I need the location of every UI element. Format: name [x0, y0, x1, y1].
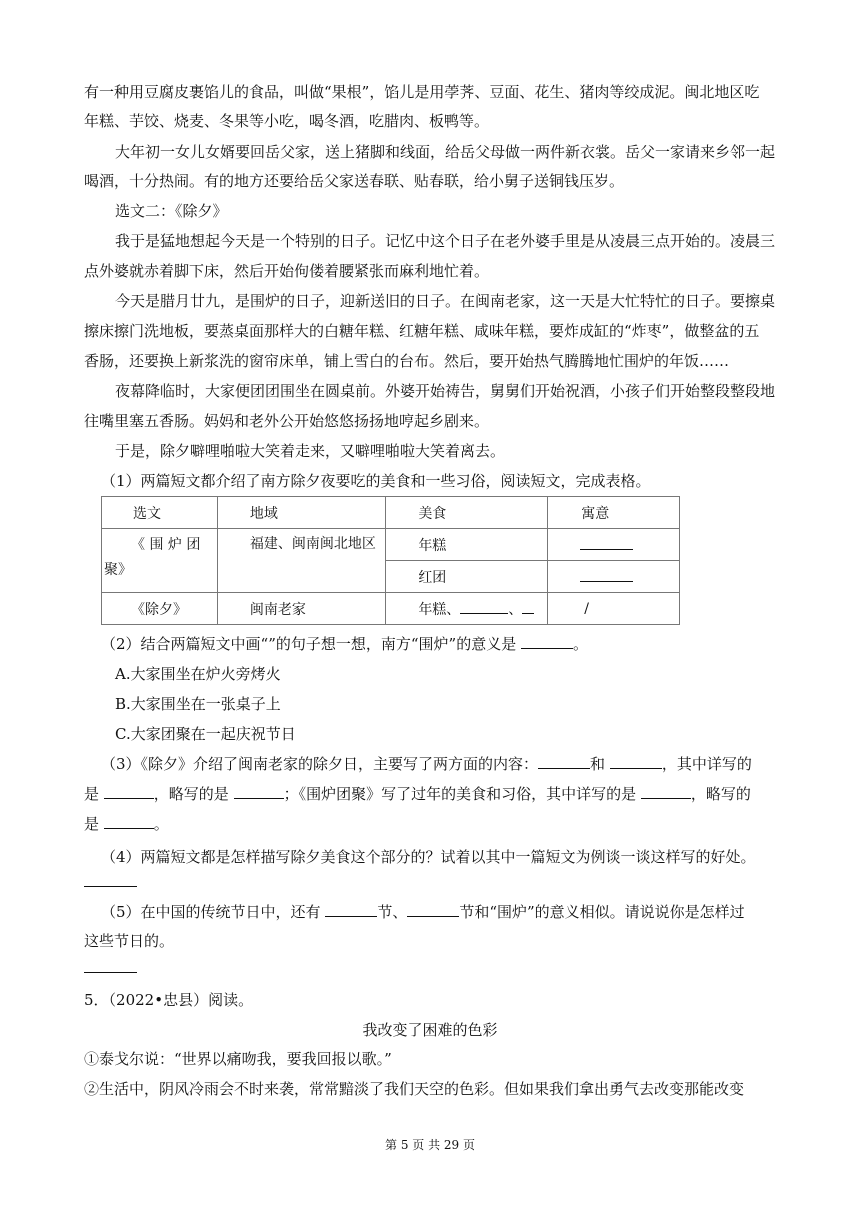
table-cell: /: [584, 600, 589, 617]
table-header-row: [102, 497, 680, 529]
question-text: 。: [153, 815, 169, 833]
paragraph: 喝酒，十分热闹。有的地方还要给岳父家送春联、贴春联，给小舅子送铜钱压岁。: [84, 172, 625, 190]
paragraph: 点外婆就赤着脚下床，然后开始佝偻着腰紧张而麻利地忙着。: [84, 262, 490, 280]
question-3-cont: [84, 784, 751, 804]
question-text: 和: [590, 755, 610, 773]
table-cell: 闽南老家: [249, 601, 306, 618]
option-a[interactable]: A.大家围坐在炉火旁烤火: [115, 665, 281, 683]
table-row: [102, 593, 680, 625]
table-cell: 年糕、: [418, 601, 461, 618]
table-cell: 《 围 炉 团: [131, 537, 201, 553]
answer-blank[interactable]: [538, 754, 590, 769]
answer-blank[interactable]: [641, 784, 691, 799]
question-text: 节、: [377, 903, 408, 921]
question-4: （4）两篇短文都是怎样描写除夕美食这个部分的？试着以其中一篇短文为例谈一谈这样写的好处。: [101, 848, 756, 866]
table-cell: 福建、闽南闽北地区: [249, 536, 376, 552]
question-3-end: [84, 814, 169, 834]
question-text: （3）《除夕》介绍了闽南老家的除夕日，主要写了两方面的内容：: [101, 755, 539, 773]
question-text: ，其中详写的: [661, 755, 752, 773]
paragraph: 有一种用豆腐皮裹馅儿的食品，叫做“果根”，馅儿是用荸荠、豆面、花生、猪肉等绞成泥。闽北地区吃: [84, 83, 760, 101]
question-text: ，略写的: [690, 785, 751, 803]
separator: 、: [508, 601, 523, 618]
option-c[interactable]: C.大家团聚在一起庆祝节日: [115, 725, 296, 743]
question-text: （5）在中国的传统节日中，还有: [101, 903, 326, 921]
answer-blank[interactable]: [580, 535, 633, 550]
answer-blank[interactable]: [234, 784, 284, 799]
question-header: 5．（2022•忠县）阅读。: [84, 991, 254, 1009]
paragraph: 香肠，还要换上新浆洗的窗帘床单，铺上雪白的台布。然后，要开始热气腾腾地忙围炉的年饭……: [84, 352, 730, 370]
answer-line[interactable]: [84, 958, 137, 978]
question-3: [101, 754, 752, 774]
page-footer: 第 5 页 共 29 页: [385, 1138, 475, 1152]
table-cell: 红团: [418, 569, 447, 586]
paragraph: ①泰戈尔说：“世界以痛吻我，要我回报以歌。”: [84, 1050, 392, 1068]
answer-blank[interactable]: [460, 599, 508, 614]
paragraph: ②生活中，阴风冷雨会不时来袭，常常黯淡了我们天空的色彩。但如果我们拿出勇气去改变那能改变: [84, 1080, 745, 1098]
question-text: ；《围炉团聚》写了过年的美食和习俗，其中详写的是: [283, 785, 641, 803]
question-text: ，略写的是: [153, 785, 234, 803]
option-b[interactable]: B.大家围坐在一张桌子上: [115, 695, 281, 713]
answer-blank[interactable]: [521, 634, 573, 649]
header-cell: 寓意: [581, 505, 610, 522]
question-text: 节和“围炉”的意义相似。请说说你是怎样过: [459, 903, 745, 921]
answer-blank[interactable]: [580, 567, 633, 582]
header-cell: 选文: [133, 505, 161, 522]
paragraph: 于是，除夕噼哩啪啦大笑着走来，又噼哩啪啦大笑着离去。: [115, 442, 506, 460]
question-5: [101, 902, 745, 922]
header-cell: 地域: [249, 505, 278, 522]
paragraph: 我于是猛地想起今天是一个特别的日子。记忆中这个日子在老外婆手里是从凌晨三点开始的。凌晨三: [115, 232, 776, 250]
paragraph: 夜幕降临时，大家便团团围坐在圆桌前。外婆开始祷告，舅舅们开始祝酒，小孩子们开始整段整段地: [115, 382, 776, 400]
answer-line[interactable]: [84, 872, 137, 892]
answer-blank[interactable]: [610, 754, 662, 769]
question-text: 是: [84, 815, 104, 833]
paragraph: 擦床擦门洗地板，要蒸桌面那样大的白糖年糕、红糖年糕、咸味年糕，要炸成缸的“炸枣”，做整盆的五: [84, 322, 760, 340]
answer-blank[interactable]: [325, 902, 377, 917]
paragraph: 今天是腊月廿九，是围炉的日子，迎新送旧的日子。在闽南老家，这一天是大忙特忙的日子。要擦桌: [115, 292, 776, 310]
question-2: [101, 634, 588, 654]
section-heading: 选文二：《除夕》: [115, 202, 228, 220]
question-1: （1）两篇短文都介绍了南方除夕夜要吃的美食和一些习俗，阅读短文，完成表格。: [101, 472, 651, 490]
food-table: [101, 496, 680, 625]
paragraph: 往嘴里塞五香肠。妈妈和老外公开始悠悠扬扬地哼起乡剧来。: [84, 412, 490, 430]
article-title: 我改变了困难的色彩: [362, 1021, 498, 1039]
answer-blank[interactable]: [522, 599, 534, 614]
table-cell: 聚》: [104, 562, 132, 578]
header-cell: 美食: [418, 505, 447, 522]
table-cell: 《除夕》: [131, 601, 187, 618]
question-text: 是: [84, 785, 104, 803]
question-text: （2）结合两篇短文中画“”的句子想一想，南方“围炉”的意义是: [101, 635, 521, 653]
table-row: [102, 529, 680, 561]
answer-blank[interactable]: [104, 784, 154, 799]
table-cell: 年糕: [418, 537, 447, 554]
paragraph: 大年初一女儿女婿要回岳父家，送上猪脚和线面，给岳父母做一两件新衣裳。岳父一家请来乡邻一起: [115, 143, 776, 161]
paragraph: 年糕、芋饺、烧麦、冬果等小吃，喝冬酒，吃腊肉、板鸭等。: [84, 112, 490, 130]
answer-blank[interactable]: [407, 902, 459, 917]
question-text: 。: [573, 635, 589, 653]
answer-blank[interactable]: [104, 814, 154, 829]
question-5-cont: 这些节日的。: [84, 932, 175, 950]
